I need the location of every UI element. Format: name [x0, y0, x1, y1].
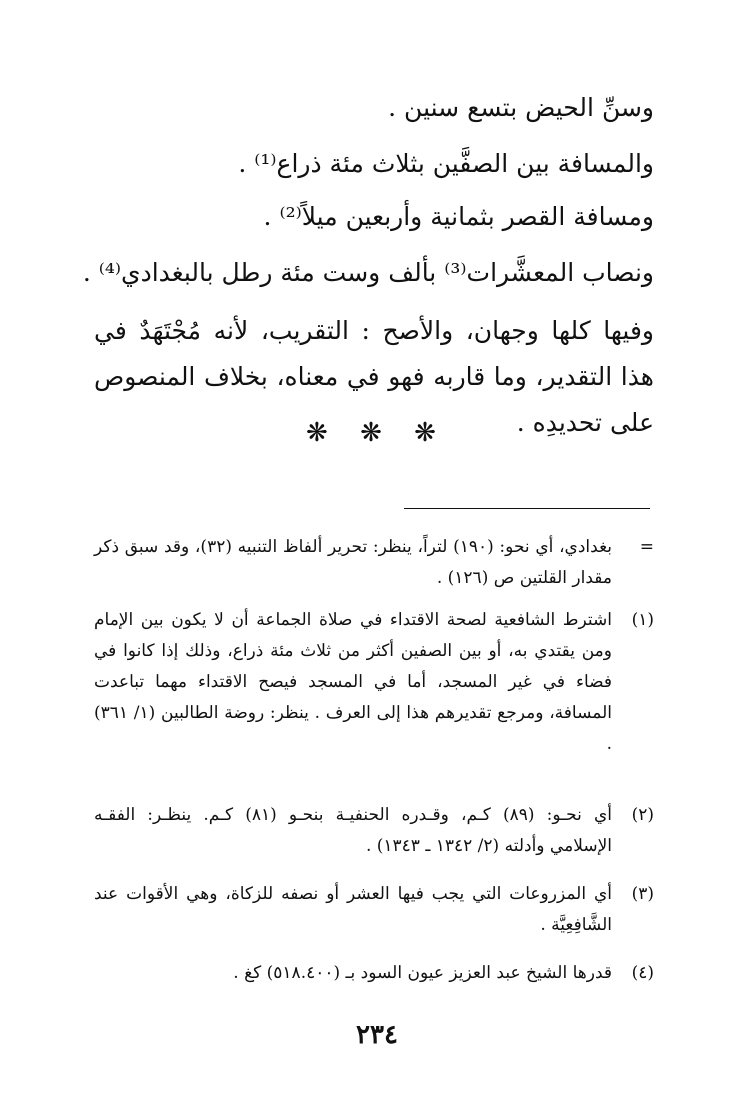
footnote-mark: =	[639, 537, 654, 557]
footnote-mark: (٣)	[631, 884, 654, 904]
footnote-mark: (٢)	[631, 805, 654, 825]
footnote-1	[94, 605, 654, 760]
page-number: ٢٣٤	[356, 1020, 398, 1050]
footnote-divider	[404, 508, 650, 509]
footnote-continuation	[94, 532, 654, 594]
footnote-text: بغدادي، أي نحو: (١٩٠) لتراً، ينظر: تحرير ألفاظ التنبيه (٣٢)، وقد سبق ذكر مقدار القلتين ص (١٢٦) .	[94, 537, 613, 588]
footnote-text: أي المزروعات التي يجب فيها العشر أو نصفه للزكاة، وهي الأقوات عند الشَّافِعِيَّة .	[94, 884, 612, 935]
text-line-3: ومسافة القصر بثمانية وأربعين ميلاً⁽²⁾ .	[263, 202, 654, 231]
body-paragraph: وفيها كلها وجهان، والأصح : التقريب، لأنه مُجْتَهَدٌ في هذا التقدير، وما قاربه فهو في معناه، بخلاف المنصوص على تحديدِه .	[94, 316, 654, 437]
text-line-4: ونصاب المعشَّرات⁽³⁾ بألف وست مئة رطل بالبغدادي⁽⁴⁾ .	[82, 258, 654, 287]
text-line-2: والمسافة بين الصفَّين بثلاث مئة ذراع⁽¹⁾ .	[238, 149, 654, 178]
footnote-text: قدرها الشيخ عبد العزيز عيون السود بـ (٥١٨.٤٠٠) كغ .	[233, 963, 612, 983]
footnote-mark: (١)	[631, 610, 654, 630]
footnote-mark: (٤)	[631, 963, 654, 983]
footnote-3	[94, 879, 654, 941]
footnote-text: أي نحـو: (٨٩) كـم، وقـدره الحنفيـة بنحـو (٨١) كـم. ينظـر: الفقـه الإسلامي وأدلته (٢/ ١٣٤٢ ـ ١٣٤٣) .	[94, 805, 612, 856]
section-separator: ❋ ❋ ❋	[306, 418, 448, 448]
text-line-1: وسنِّ الحيض بتسع سنين .	[388, 93, 654, 122]
footnote-2	[94, 800, 654, 862]
footnote-text: اشترط الشافعية لصحة الاقتداء في صلاة الجماعة أن لا يكون بين الإمام ومن يقتدي به، أو بين الصفين أكثر من ثلاث مئة ذراع، وذلك إذا كانوا في فضاء في غير المسجد، أما في المسجد فيصح الاقتداء مهما تباعدت المسافة، ومرجع تقديرهم هذا إلى العرف . ينظر: روضة الطالبين (١/ ٣٦١) .	[94, 610, 612, 754]
footnote-4	[94, 958, 654, 989]
